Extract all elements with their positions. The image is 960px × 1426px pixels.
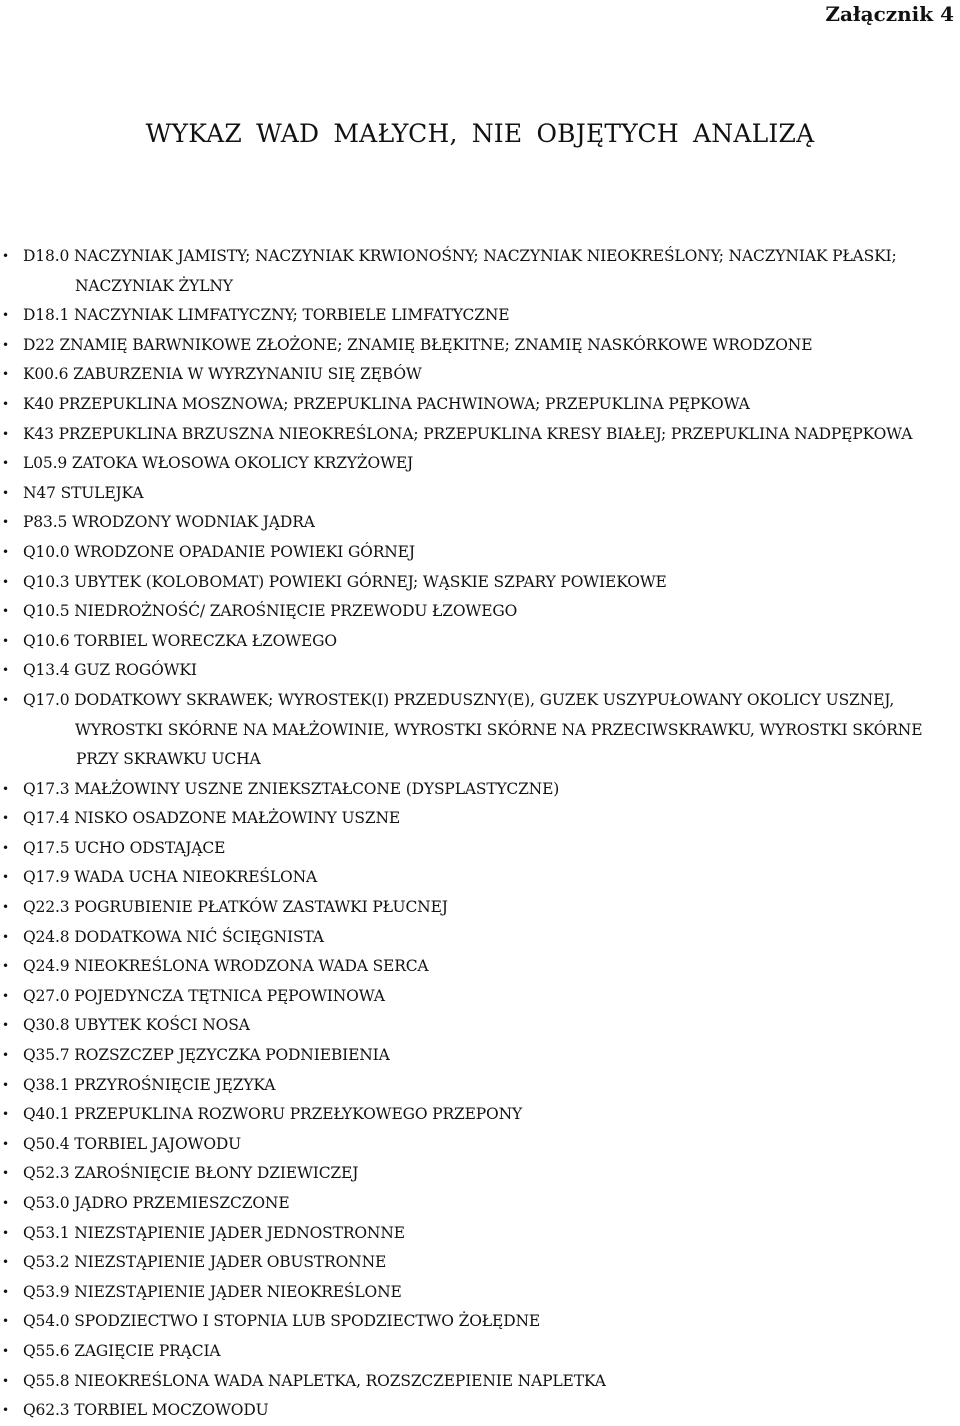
bullet-icon: •	[2, 1196, 9, 1210]
bullet-icon: •	[2, 1166, 9, 1181]
bullet-icon: •	[2, 840, 9, 855]
bullet-icon: •	[2, 900, 9, 915]
bullet-icon: •	[2, 1373, 9, 1388]
bullet-icon: •	[2, 485, 9, 500]
bullet-icon: •	[2, 1225, 9, 1240]
list-item-text: Q54.0 SPODZIECTWO I STOPNIA LUB SPODZIECTWO ŻOŁĘDNE	[23, 1312, 541, 1331]
list-item-text: Q53.2 NIEZSTĄPIENIE JĄDER OBUSTRONNE	[23, 1253, 387, 1272]
bullet-icon: •	[2, 426, 9, 441]
bullet-icon: •	[2, 1077, 9, 1092]
list-item	[0, 1248, 945, 1278]
list-item-text: L05.9 ZATOKA WŁOSOWA OKOLICY KRZYŻOWEJ	[23, 454, 414, 473]
list-item	[0, 390, 945, 420]
list-item-text: Q53.0 JĄDRO PRZEMIESZCZONE	[23, 1194, 290, 1212]
list-item-text: Q40.1 PRZEPUKLINA ROZWORU PRZEŁYKOWEGO PRZEPONY	[23, 1105, 523, 1124]
list-item-text: Q24.9 NIEOKREŚLONA WRODZONA WADA SERCA	[23, 957, 429, 976]
list-item	[0, 923, 945, 953]
list-item	[0, 1307, 945, 1337]
list-item-text: Q17.3 MAŁŻOWINY USZNE ZNIEKSZTAŁCONE (DYSPLASTYCZNE)	[23, 779, 560, 798]
bullet-icon: •	[2, 456, 9, 471]
list-item	[0, 508, 945, 538]
list-item	[0, 1159, 945, 1189]
list-item	[0, 863, 945, 893]
list-item	[0, 301, 945, 331]
list-item	[0, 331, 945, 361]
list-item	[0, 834, 945, 864]
bullet-icon: •	[2, 959, 9, 974]
list-item-text: Q17.4 NISKO OSADZONE MAŁŻOWINY USZNE	[23, 809, 401, 828]
list-item-text: P83.5 WRODZONY WODNIAK JĄDRA	[23, 513, 315, 532]
bullet-icon: •	[2, 515, 9, 530]
list-item	[0, 686, 945, 775]
list-item	[0, 1130, 945, 1160]
list-item-text: Q55.8 NIEOKREŚLONA WADA NAPLETKA, ROZSZCZEPIENIE NAPLETKA	[23, 1371, 606, 1390]
list-item-text: K43 PRZEPUKLINA BRZUSZNA NIEOKREŚLONA; PRZEPUKLINA KRESY BIAŁEJ; PRZEPUKLINA NADPĘPKOWA	[23, 424, 913, 443]
list-item-text: Q10.6 TORBIEL WORECZKA ŁZOWEGO	[23, 631, 337, 650]
list-item	[0, 656, 945, 686]
bullet-icon: •	[2, 1403, 9, 1418]
list-item-text: Q24.8 DODATKOWA NIĆ ŚCIĘGNISTA	[23, 927, 324, 946]
list-item-text: Q38.1 PRZYROŚNIĘCIE JĘZYKA	[23, 1075, 276, 1094]
list-item	[0, 627, 945, 657]
bullet-icon: •	[2, 308, 9, 323]
list-item	[0, 1071, 945, 1101]
bullet-icon: •	[2, 1048, 9, 1063]
list-item	[0, 1011, 945, 1041]
bullet-icon: •	[2, 663, 9, 678]
list-item-text: Q17.9 WADA UCHA NIEOKREŚLONA	[23, 868, 318, 887]
list-item-text: Q13.4 GUZ ROGÓWKI	[23, 661, 197, 680]
list-item-text: Q35.7 ROZSZCZEP JĘZYCZKA PODNIEBIENIA	[23, 1046, 390, 1065]
bullet-icon: •	[2, 988, 9, 1003]
bullet-icon: •	[2, 1136, 9, 1151]
bullet-icon: •	[2, 929, 9, 944]
list-item-text: Q53.9 NIEZSTĄPIENIE JĄDER NIEOKREŚLONE	[23, 1282, 402, 1301]
bullet-icon: •	[2, 1107, 9, 1122]
bullet-icon: •	[2, 367, 9, 382]
bullet-icon: •	[2, 604, 9, 619]
list-item-text: Q10.0 WRODZONE OPADANIE POWIEKI GÓRNEJ	[23, 542, 415, 561]
list-item	[0, 1396, 945, 1426]
list-item-text: Q55.6 ZAGIĘCIE PRĄCIA	[23, 1341, 221, 1360]
bullet-icon: •	[2, 1314, 9, 1329]
list-item-text: Q17.5 UCHO ODSTAJĄCE	[23, 838, 226, 857]
list-item	[0, 1367, 945, 1397]
bullet-icon: •	[2, 1018, 9, 1033]
list-item-text: D18.1 NACZYNIAK LIMFATYCZNY; TORBIELE LIMFATYCZNE	[23, 306, 510, 325]
list-item	[0, 479, 945, 509]
list-item-text: D22 ZNAMIĘ BARWNIKOWE ZŁOŻONE; ZNAMIĘ BŁĘKITNE; ZNAMIĘ NASKÓRKOWE WRODZONE	[23, 335, 813, 354]
bullet-icon: •	[2, 1343, 9, 1358]
bullet-icon: •	[2, 692, 9, 707]
bullet-icon: •	[2, 544, 9, 559]
list-item-text: Q62.3 TORBIEL MOCZOWODU	[23, 1401, 269, 1420]
bullet-icon: •	[2, 396, 9, 411]
list-item	[0, 420, 945, 450]
list-item-continuation: WYROSTKI SKÓRNE NA MAŁŻOWINIE, WYROSTKI SKÓRNE NA PRZECIWSKRAWKU, WYROSTKI SKÓRNE	[75, 720, 923, 739]
list-item-text: K40 PRZEPUKLINA MOSZNOWA; PRZEPUKLINA PACHWINOWA; PRZEPUKLINA PĘPKOWA	[23, 394, 750, 413]
list-item	[0, 893, 945, 923]
list-item	[0, 1278, 945, 1308]
bullet-icon: •	[2, 249, 9, 263]
list-item-continuation: PRZY SKRAWKU UCHA	[76, 750, 261, 769]
bullet-icon: •	[2, 1284, 9, 1299]
list-item-text: Q10.5 NIEDROŻNOŚĆ/ ZAROŚNIĘCIE PRZEWODU ŁZOWEGO	[23, 602, 518, 621]
list-item	[0, 775, 945, 805]
bullet-icon: •	[2, 633, 9, 648]
list-item-text: Q52.3 ZAROŚNIĘCIE BŁONY DZIEWICZEJ	[23, 1164, 359, 1183]
list-item-text: Q10.3 UBYTEK (KOLOBOMAT) POWIEKI GÓRNEJ; WĄSKIE SZPARY POWIEKOWE	[23, 572, 667, 591]
list-item	[0, 538, 945, 568]
list-item	[0, 1219, 945, 1249]
list-item-text: K00.6 ZABURZENIA W WYRZYNANIU SIĘ ZĘBÓW	[23, 365, 422, 384]
list-item	[0, 1041, 945, 1071]
list-item	[0, 597, 945, 627]
annex-label: Załącznik 4	[825, 2, 954, 26]
bullet-icon: •	[2, 870, 9, 885]
list-item	[0, 1100, 945, 1130]
list-item-text: Q22.3 POGRUBIENIE PŁATKÓW ZASTAWKI PŁUCNEJ	[23, 898, 448, 917]
list-item-continuation: NACZYNIAK ŻYLNY	[75, 276, 233, 295]
defect-list	[0, 242, 945, 1426]
list-item	[0, 1189, 945, 1219]
bullet-icon: •	[2, 811, 9, 826]
list-item-text: N47 STULEJKA	[23, 483, 144, 502]
list-item-text: Q27.0 POJEDYNCZA TĘTNICA PĘPOWINOWA	[23, 986, 385, 1005]
list-item	[0, 1337, 945, 1367]
bullet-icon: •	[2, 781, 9, 796]
list-item-text: Q53.1 NIEZSTĄPIENIE JĄDER JEDNOSTRONNE	[23, 1223, 405, 1242]
document-title: WYKAZ WAD MAŁYCH, NIE OBJĘTYCH ANALIZĄ	[145, 119, 815, 148]
list-item-text: D18.0 NACZYNIAK JAMISTY; NACZYNIAK KRWIONOŚNY; NACZYNIAK NIEOKREŚLONY; NACZYNIAK PŁASKI;	[23, 247, 897, 265]
list-item	[0, 952, 945, 982]
bullet-icon: •	[2, 337, 9, 352]
list-item	[0, 242, 945, 301]
bullet-icon: •	[2, 1255, 9, 1270]
list-item-text: Q30.8 UBYTEK KOŚCI NOSA	[23, 1016, 250, 1035]
list-item	[0, 804, 945, 834]
list-item	[0, 982, 945, 1012]
list-item	[0, 568, 945, 598]
list-item	[0, 449, 945, 479]
list-item	[0, 360, 945, 390]
bullet-icon: •	[2, 574, 9, 589]
list-item-text: Q17.0 DODATKOWY SKRAWEK; WYROSTEK(I) PRZEDUSZNY(E), GUZEK USZYPUŁOWANY OKOLICY USZNEJ,	[23, 690, 895, 709]
list-item-text: Q50.4 TORBIEL JAJOWODU	[23, 1134, 242, 1153]
